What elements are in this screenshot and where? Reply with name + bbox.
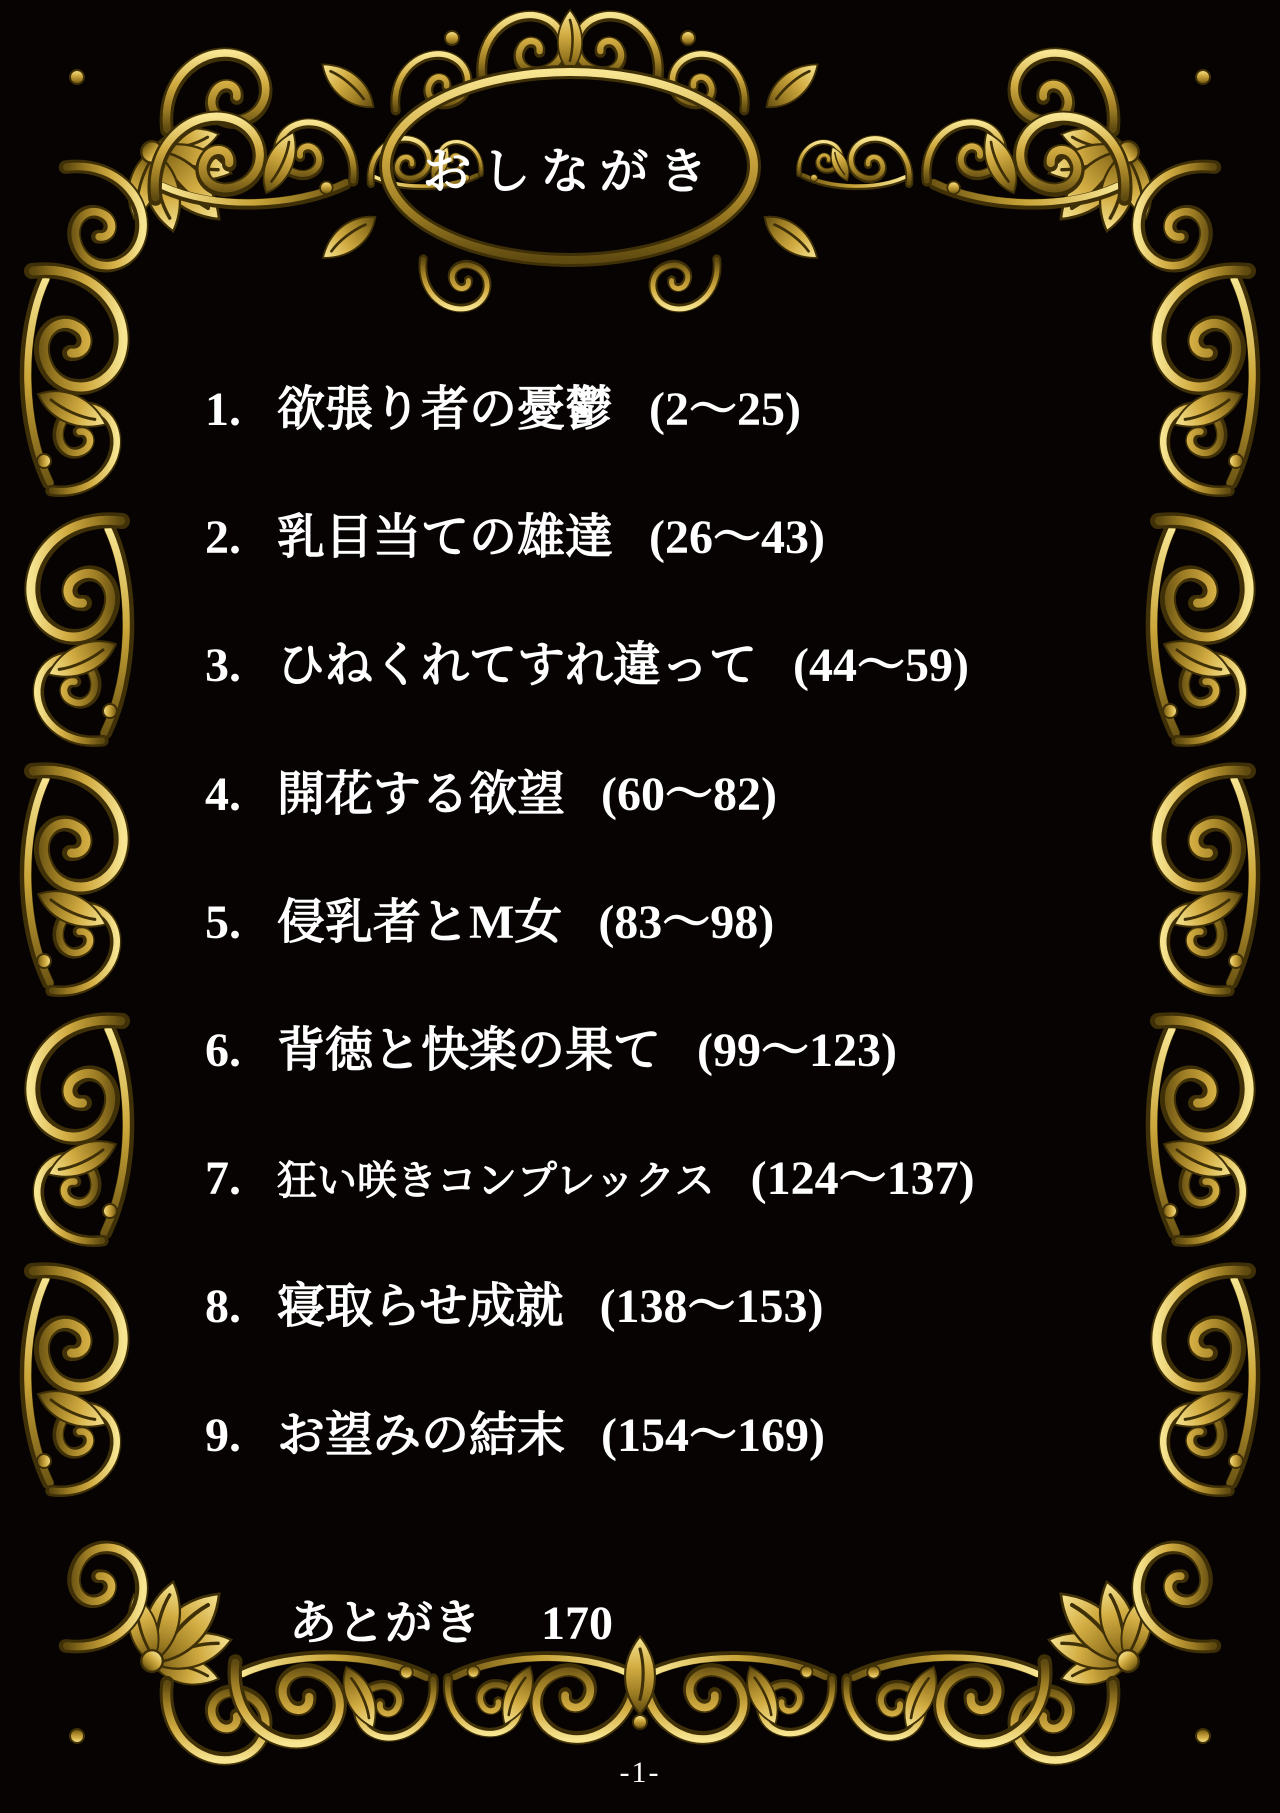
- chapter-number: 8.: [205, 1280, 241, 1334]
- toc-list: [205, 382, 975, 1651]
- chapter-pages: (2〜25): [649, 383, 801, 436]
- chapter-title: お望みの結末: [277, 1408, 566, 1462]
- chapter-pages: (138〜153): [599, 1280, 824, 1334]
- toc-item: [205, 1408, 975, 1463]
- chapter-pages: (154〜169): [601, 1408, 825, 1462]
- chapter-pages: (99〜123): [697, 1023, 897, 1077]
- chapter-title: 背徳と快楽の果て: [277, 1023, 662, 1077]
- chapter-pages: (26〜43): [649, 511, 825, 565]
- afterword-page: 170: [541, 1596, 614, 1650]
- toc-item: [205, 1279, 975, 1334]
- afterword-title: あとがき: [289, 1596, 482, 1650]
- page-number: -1-: [619, 1756, 661, 1789]
- chapter-number: 2.: [205, 511, 241, 565]
- chapter-number: 4.: [205, 767, 241, 821]
- chapter-number: 5.: [205, 895, 241, 949]
- toc-item: [205, 1023, 975, 1078]
- chapter-number: 7.: [205, 1152, 241, 1206]
- chapter-title: 狂い咲きコンプレックス: [277, 1158, 715, 1204]
- chapter-pages: (83〜98): [598, 895, 775, 949]
- chapter-title: ひねくれてすれ違って: [277, 639, 758, 693]
- toc-item: [205, 895, 975, 950]
- chapter-number: 1.: [205, 383, 241, 436]
- chapter-title: 寝取らせ成就: [277, 1280, 564, 1334]
- toc-item: [205, 638, 975, 693]
- page-title: おしながき: [422, 144, 718, 199]
- chapter-number: 6.: [205, 1023, 241, 1077]
- chapter-number: 9.: [205, 1408, 241, 1462]
- toc-item: [205, 767, 975, 822]
- toc-item: [205, 382, 975, 437]
- afterword-item: [289, 1596, 975, 1651]
- chapter-number: 3.: [205, 639, 241, 693]
- chapter-pages: (124〜137): [750, 1152, 975, 1206]
- chapter-pages: (44〜59): [793, 639, 969, 693]
- chapter-title: 侵乳者とM女: [277, 895, 563, 949]
- chapter-title: 欲張り者の憂鬱: [277, 383, 614, 436]
- chapter-title: 乳目当ての雄達: [277, 511, 614, 565]
- toc-item: [205, 510, 975, 565]
- chapter-title: 開花する欲望: [277, 767, 566, 821]
- toc-item: [205, 1151, 975, 1206]
- chapter-pages: (60〜82): [601, 767, 777, 821]
